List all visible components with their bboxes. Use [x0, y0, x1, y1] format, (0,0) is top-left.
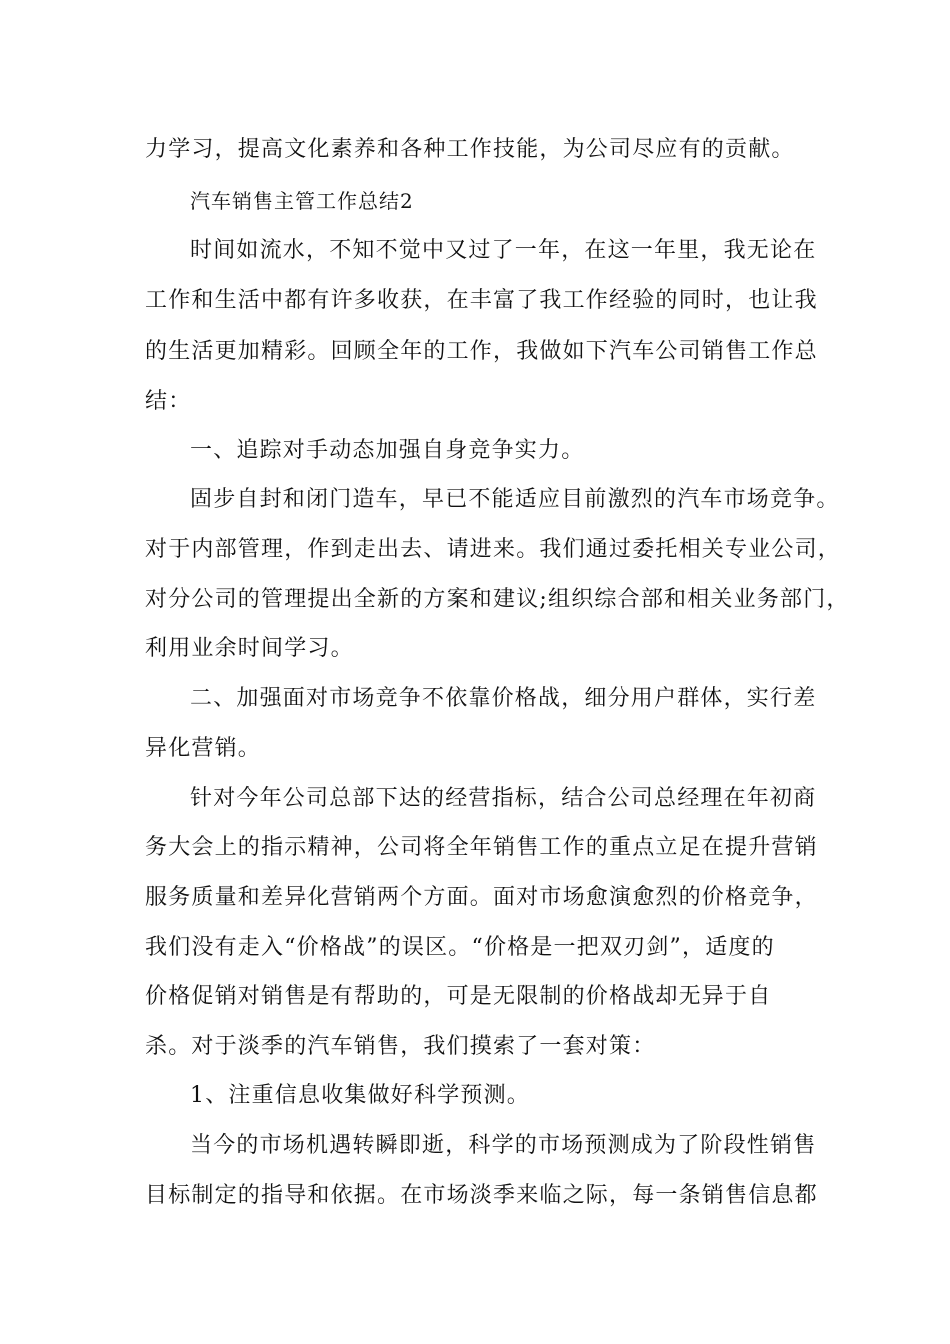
- paragraph-line: 工作和生活中都有许多收获，在丰富了我工作经验的同时，也让我: [145, 288, 818, 313]
- paragraph-line: 力学习，提高文化素养和各种工作技能，为公司尽应有的贡献。: [145, 137, 795, 162]
- paragraph-line: 务大会上的指示精神，公司将全年销售工作的重点立足在提升营销: [145, 835, 818, 860]
- paragraph-line: 针对今年公司总部下达的经营指标，结合公司总经理在年初商: [190, 786, 817, 811]
- paragraph-line: 异化营销。: [145, 736, 262, 761]
- subheading-line: 一、追踪对手动态加强自身竞争实力。: [190, 438, 585, 463]
- paragraph-line: 固步自封和闭门造车，早已不能适应目前激烈的汽车市场竞争。: [190, 487, 840, 512]
- paragraph-line: 当今的市场机遇转瞬即逝，科学的市场预测成为了阶段性销售: [190, 1133, 817, 1158]
- paragraph-line: 对于内部管理，作到走出去、请进来。我们通过委托相关专业公司，: [145, 537, 842, 562]
- section-heading: 汽车销售主管工作总结2: [190, 189, 414, 213]
- paragraph-line: 对分公司的管理提出全新的方案和建议;组织综合部和相关业务部门，: [145, 587, 850, 612]
- paragraph-line: 价格促销对销售是有帮助的，可是无限制的价格战却无异于自: [145, 984, 772, 1009]
- subheading-line: 二、加强面对市场竞争不依靠价格战，细分用户群体，实行差: [190, 686, 817, 711]
- paragraph-line: 目标制定的指导和依据。在市场淡季来临之际，每一条销售信息都: [145, 1183, 818, 1208]
- paragraph-line: 利用业余时间学习。: [145, 636, 354, 661]
- paragraph-line: 我们没有走入“价格战”的误区。“价格是一把双刃剑”，适度的: [145, 935, 775, 960]
- subheading-line: 1、注重信息收集做好科学预测。: [190, 1083, 530, 1108]
- paragraph-line: 杀。对于淡季的汽车销售，我们摸索了一套对策：: [145, 1034, 656, 1059]
- paragraph-line: 的生活更加精彩。回顾全年的工作，我做如下汽车公司销售工作总: [145, 339, 818, 364]
- paragraph-line: 时间如流水，不知不觉中又过了一年，在这一年里，我无论在: [190, 238, 817, 263]
- paragraph-line: 结：: [145, 389, 192, 414]
- paragraph-line: 服务质量和差异化营销两个方面。面对市场愈演愈烈的价格竞争，: [145, 885, 818, 910]
